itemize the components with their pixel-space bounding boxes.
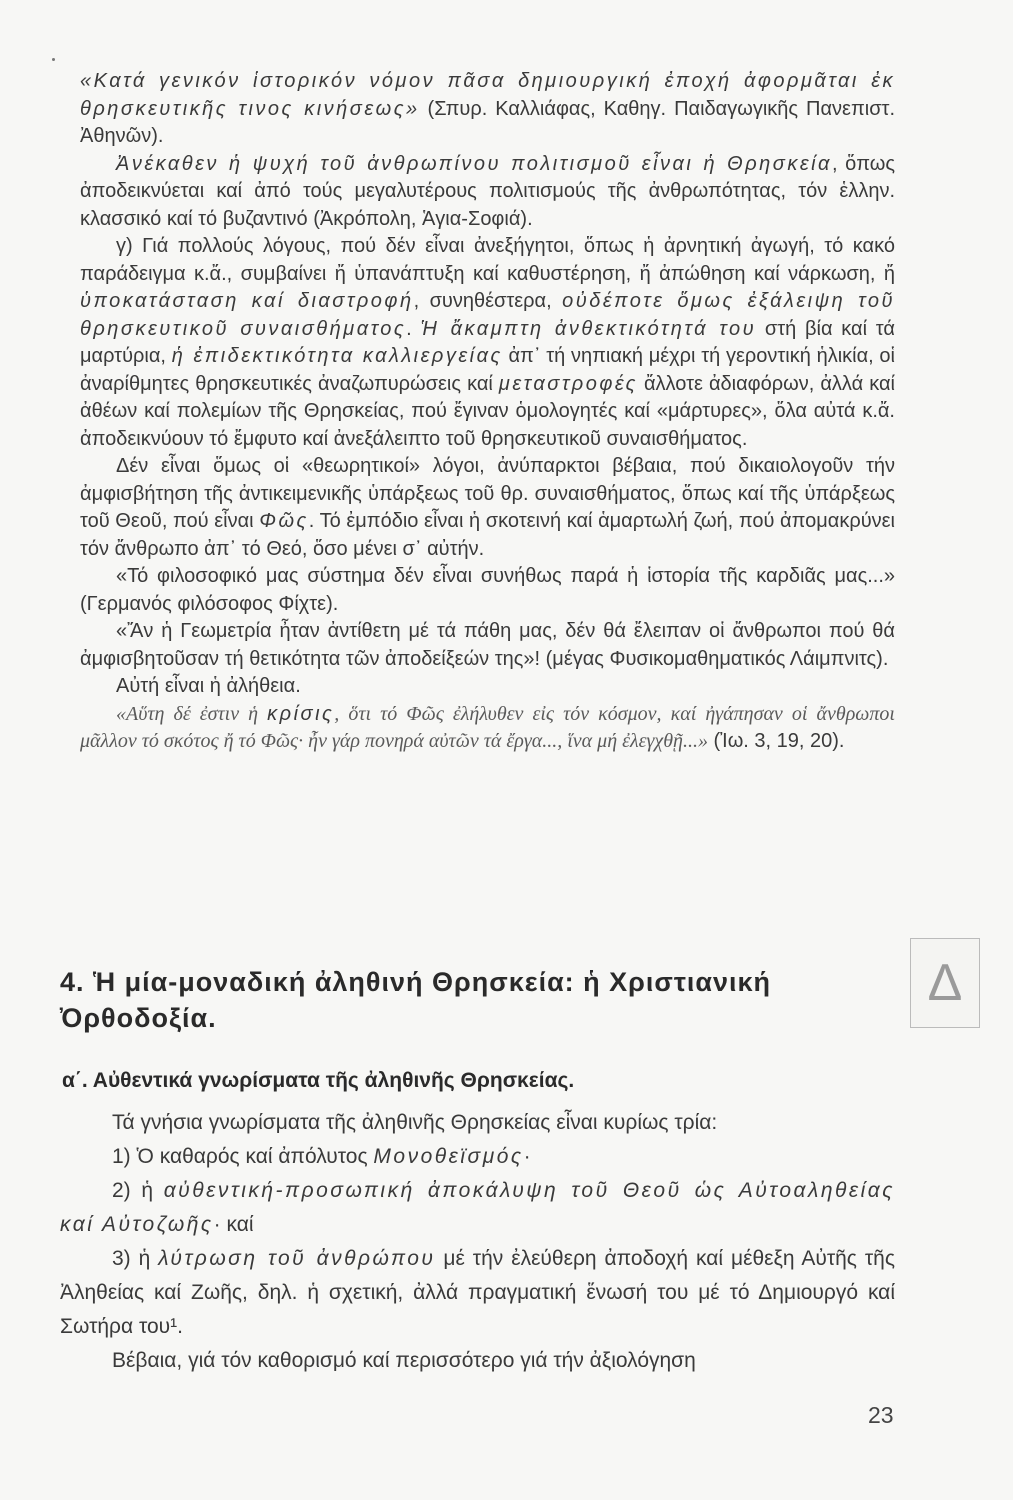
- paragraph-gamma: γ) Γιά πολλούς λόγους, πού δέν εἶναι ἀνεξήγητοι, ὅπως ἡ ἀρνητική ἀγωγή, τό κακό παράδειγμα κ.ἄ., συμβαίνει ἤ ὑπανάπτυξη καί καθυστέρηση, ἤ ἀπώθηση καί νάρκωση, ἤ ὑποκατάσταση καί διαστροφή, συνηθέστερα, οὐδέποτε ὅμως ἐξάλειψη τοῦ θρησκευτικοῦ συναισθήματος. Ἡ ἄκαμπτη ἀνθεκτικότητά του στή βία καί τά μαρτύρια, ἡ ἐπιδεκτικότητα καλλιεργείας ἀπ᾿ τή νηπιακή μέχρι τή γεροντική ἡλικία, οἱ ἀναρίθμητες θρησκευτικές ἀναζωπυρώσεις καί μεταστροφές ἄλλοτε ἀδιαφόρων, ἀλλά καί ἀθέων καί πολεμίων τῆς Θρησκείας, πού ἔγιναν ὁμολογητές καί «μάρτυρες», ὅλα αὐτά κ.ἄ. ἀποδεικνύουν τό ἔμφυτο καί ἀνεξάλειπτο τοῦ θρησκευτικοῦ συναισθήματος.: [80, 235, 895, 450]
- list-item-2: 2) ἡ αὐθεντική-προσωπική ἀποκάλυψη τοῦ Θεοῦ ὡς Αὐτοαληθείας καί Αὐτοζωῆς· καί: [60, 1179, 895, 1236]
- paragraph-three-marks: Τά γνήσια γνωρίσματα τῆς ἀληθινῆς Θρησκείας εἶναι κυρίως τρία:: [112, 1111, 718, 1134]
- quote-fichte: «Τό φιλοσοφικό μας σύστημα δέν εἶναι συνήθως παρά ἡ ἱστορία τῆς καρδιᾶς μας...» (Γερμανός φιλόσοφος Φίχτε).: [80, 565, 895, 615]
- paragraph-religion-soul: Ἀνέκαθεν ἡ ψυχή τοῦ ἀνθρωπίνου πολιτισμοῦ εἶναι ἡ Θρησκεία, ὅπως ἀποδεικνύεται καί ἀπό τούς μεγαλυτέρους πολιτισμούς τῆς ἀνθρωπότητας, τόν ἑλλην. κλασσικό καί τό βυζαντινό (Ἀκρόπολη, Ἁγια-Σοφιά).: [80, 152, 895, 230]
- lower-text-block: [60, 1106, 895, 1378]
- upper-text-block: [80, 68, 895, 756]
- stray-mark: [52, 58, 55, 61]
- paragraph-truth: Αὐτή εἶναι ἡ ἀλήθεια.: [116, 675, 301, 697]
- paragraph-last-line: Βέβαια, γιά τόν καθορισμό καί περισσότερο γιά τήν ἀξιολόγηση: [112, 1349, 696, 1372]
- list-item-1: 1) Ὁ καθαρός καί ἀπόλυτος Μονοθεϊσμός·: [112, 1145, 531, 1168]
- quote-kalliafas: «Κατά γενικόν ἱστορικόν νόμον πᾶσα δημιουργική ἐποχή ἀφορμᾶται ἐκ θρησκευτικῆς τινος κινήσεως» (Σπυρ. Καλλιάφας, Καθηγ. Παιδαγωγικῆς Πανεπιστ. Ἀθηνῶν).: [80, 70, 895, 147]
- subsection-heading: α΄. Αὐθεντικά γνωρίσματα τῆς ἀληθινῆς Θρησκείας.: [62, 1069, 575, 1092]
- list-item-3: 3) ἡ λύτρωση τοῦ ἀνθρώπου μέ τήν ἐλεύθερη ἀποδοχή καί μέθεξη Αὐτῆς τῆς Ἀληθείας καί Ζωῆς, δηλ. ἡ σχετική, ἀλλά πραγματική ἕνωσή του μέ τό Δημιουργό καί Σωτήρα του¹.: [60, 1247, 895, 1338]
- section-tab-delta: Δ: [910, 938, 980, 1028]
- page-number: 23: [868, 1402, 894, 1428]
- paragraph-theoretical-reasons: Δέν εἶναι ὅμως οἱ «θεωρητικοί» λόγοι, ἀνύπαρκτοι βέβαια, πού δικαιολογοῦν τήν ἀμφισβήτηση τῆς ἀντικειμενικῆς ὑπάρξεως τοῦ θρ. συναισθήματος, ὅπως καί τῆς ὑπάρξεως τοῦ Θεοῦ, πού εἶναι Φῶς. Τό ἐμπόδιο εἶναι ἡ σκοτεινή καί ἁμαρτωλή ζωή, πού ἀπομακρύνει τόν ἄνθρωπο ἀπ᾿ τό Θεό, ὅσο μένει σ᾿ αὐτήν.: [80, 455, 896, 560]
- section-heading: 4. Ἡ μία-μοναδική ἀληθινή Θρησκεία: ἡ Χριστιανική Ὀρθοδοξία.: [60, 967, 772, 1033]
- quote-leibniz: «Ἄν ἡ Γεωμετρία ἦταν ἀντίθετη μέ τά πάθη μας, δέν θά ἔλειπαν οἱ ἄνθρωποι πού θά ἀμφισβητοῦσαν τή θετικότητα τῶν ἀποδείξεών της»! (μέγας Φυσικομαθηματικός Λάιμπνιτς).: [80, 620, 895, 670]
- quote-john: «Αὕτη δέ ἐστιν ἡ κρίσις, ὅτι τό Φῶς ἐλήλυθεν εἰς τόν κόσμον, καί ἠγάπησαν οἱ ἄνθρωποι μᾶλλον τό σκότος ἤ τό Φῶς· ἦν γάρ πονηρά αὐτῶν τά ἔργα..., ἵνα μή ἐλεγχθῇ...» (Ἰω. 3, 19, 20).: [80, 702, 895, 752]
